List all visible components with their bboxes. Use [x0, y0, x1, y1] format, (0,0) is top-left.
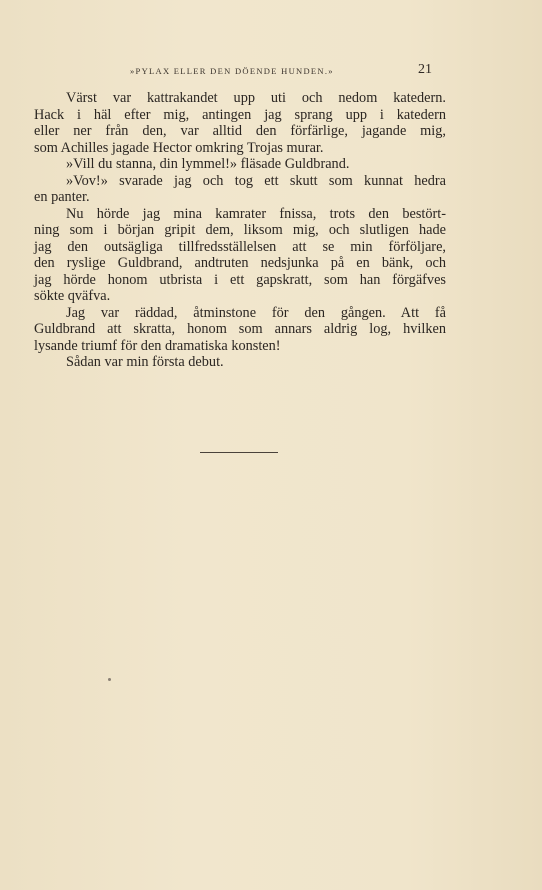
end-rule: [200, 452, 278, 453]
running-head: »PYLAX ELLER DEN DÖENDE HUNDEN.»: [130, 66, 334, 76]
text-line: Jag var räddad, åtminstone för den gången. Att få: [66, 304, 446, 321]
text-line: Hack i häl efter mig, antingen jag sprang upp i katedern: [34, 106, 446, 123]
paper-speck: [108, 678, 111, 681]
text-line: eller ner från den, var alltid den förfärlige, jagande mig,: [34, 123, 446, 139]
text-line: Sådan var min första debut.: [66, 354, 224, 370]
text-line: den ryslige Guldbrand, andtruten nedsjunka på en bänk, och: [34, 255, 446, 271]
body-text: [34, 90, 446, 371]
text-line: »Vill du stanna, din lymmel!» fläsade Guldbrand.: [66, 156, 350, 172]
text-line: »Vov!» svarade jag och tog ett skutt som kunnat hedra: [66, 172, 446, 189]
text-line: ning som i början gripit dem, liksom mig, och slutligen hade: [34, 222, 446, 238]
text-line: Guldbrand att skratta, honom som annars aldrig log, hvilken: [34, 321, 446, 337]
text-line: en panter.: [34, 189, 90, 205]
text-line: jag den outsägliga tillfredsställelsen att se min förföljare,: [34, 238, 446, 255]
text-line: lysande triumf för den dramatiska konsten!: [34, 337, 281, 354]
text-line: jag hörde honom utbrista i ett gapskratt, som han förgäfves: [34, 271, 446, 288]
text-line: som Achilles jagade Hector omkring Trojas murar.: [34, 139, 324, 156]
text-line: Nu hörde jag mina kamrater fnissa, trots den bestört-: [66, 205, 446, 222]
text-line: sökte qväfva.: [34, 288, 111, 304]
page-number: 21: [418, 62, 432, 77]
text-line: Värst var kattrakandet upp uti och nedom katedern.: [66, 90, 446, 106]
